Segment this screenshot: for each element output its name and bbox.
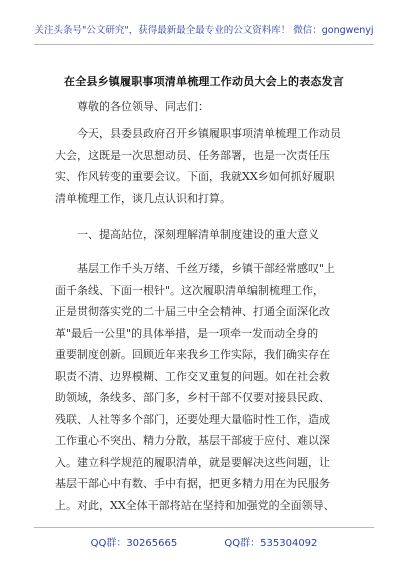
- paragraph-line: 基层工作千头万绪、千丝万缕，乡镇干部经常感叹"上: [77, 262, 336, 275]
- paragraph-line: 重要制度创新。回顾近年来我乡工作实际，我们确实存在: [55, 348, 330, 361]
- paragraph-line: 工作重心不突出、精力分散，基层干部疲于应付、难以深: [55, 434, 330, 447]
- paragraph-line: 清单梳理工作，谈几点认识和打算。: [55, 191, 231, 205]
- paragraph-line: 上。对此，XX全体干部将站在坚持和加强党的全面领导、: [55, 498, 335, 512]
- paragraph-line: 残联、人社等多个部门，还要处理大量临时性工作，造成: [55, 412, 330, 426]
- paragraph-line: 实、作风转变的重要会议。下面，我就XX乡如何抓好履职: [55, 170, 335, 183]
- footer-divider: [34, 527, 374, 528]
- document-title: 在全县乡镇履职事项清单梳理工作动员大会上的表态发言: [64, 75, 344, 88]
- paragraph-line: 大会，这既是一次思想动员、任务部署，也是一次责任压: [55, 148, 330, 162]
- paragraph-section-one: [55, 258, 360, 516]
- footer-qq-group-1: QQ群：30265665: [90, 538, 178, 549]
- paragraph-line: 面千条线、下面一根针"。这次履职清单编制梳理工作，: [55, 283, 325, 297]
- paragraph-intro: [55, 123, 360, 209]
- header-promo-note: 关注头条号"公文研究"，获得最新最全最专业的公文资料库！ 微信：gongwenyj: [34, 25, 374, 36]
- paragraph-line: 基层干部心中有数、手中有据，把更多精力用在为民服务: [55, 477, 330, 490]
- footer-qq-group-2: QQ群：535304092: [224, 538, 318, 549]
- paragraph-line: 正是贯彻落实党的二十届三中全会精神、打通全面深化改: [55, 305, 330, 318]
- paragraph-line: 入。建立科学规范的履职清单，就是要解决这些问题，让: [55, 455, 330, 469]
- header-divider: [34, 44, 374, 45]
- footer-contacts: [0, 534, 408, 549]
- paragraph-line: 职责不清、边界模糊、工作交叉重复的问题。如在社会救: [55, 369, 330, 383]
- salutation: 尊敬的各位领导、同志们：: [77, 100, 209, 113]
- paragraph-line: 今天，县委县政府召开乡镇履职事项清单梳理工作动员: [77, 127, 341, 140]
- paragraph-line: 助领域，条线多、部门多，乡村干部不仅要对接县民政、: [55, 391, 330, 404]
- paragraph-line: 革"最后一公里"的具体举措，是一项牵一发而动全身的: [55, 326, 319, 340]
- section-heading: 一、提高站位，深刻理解清单制度建设的重大意义: [77, 228, 319, 241]
